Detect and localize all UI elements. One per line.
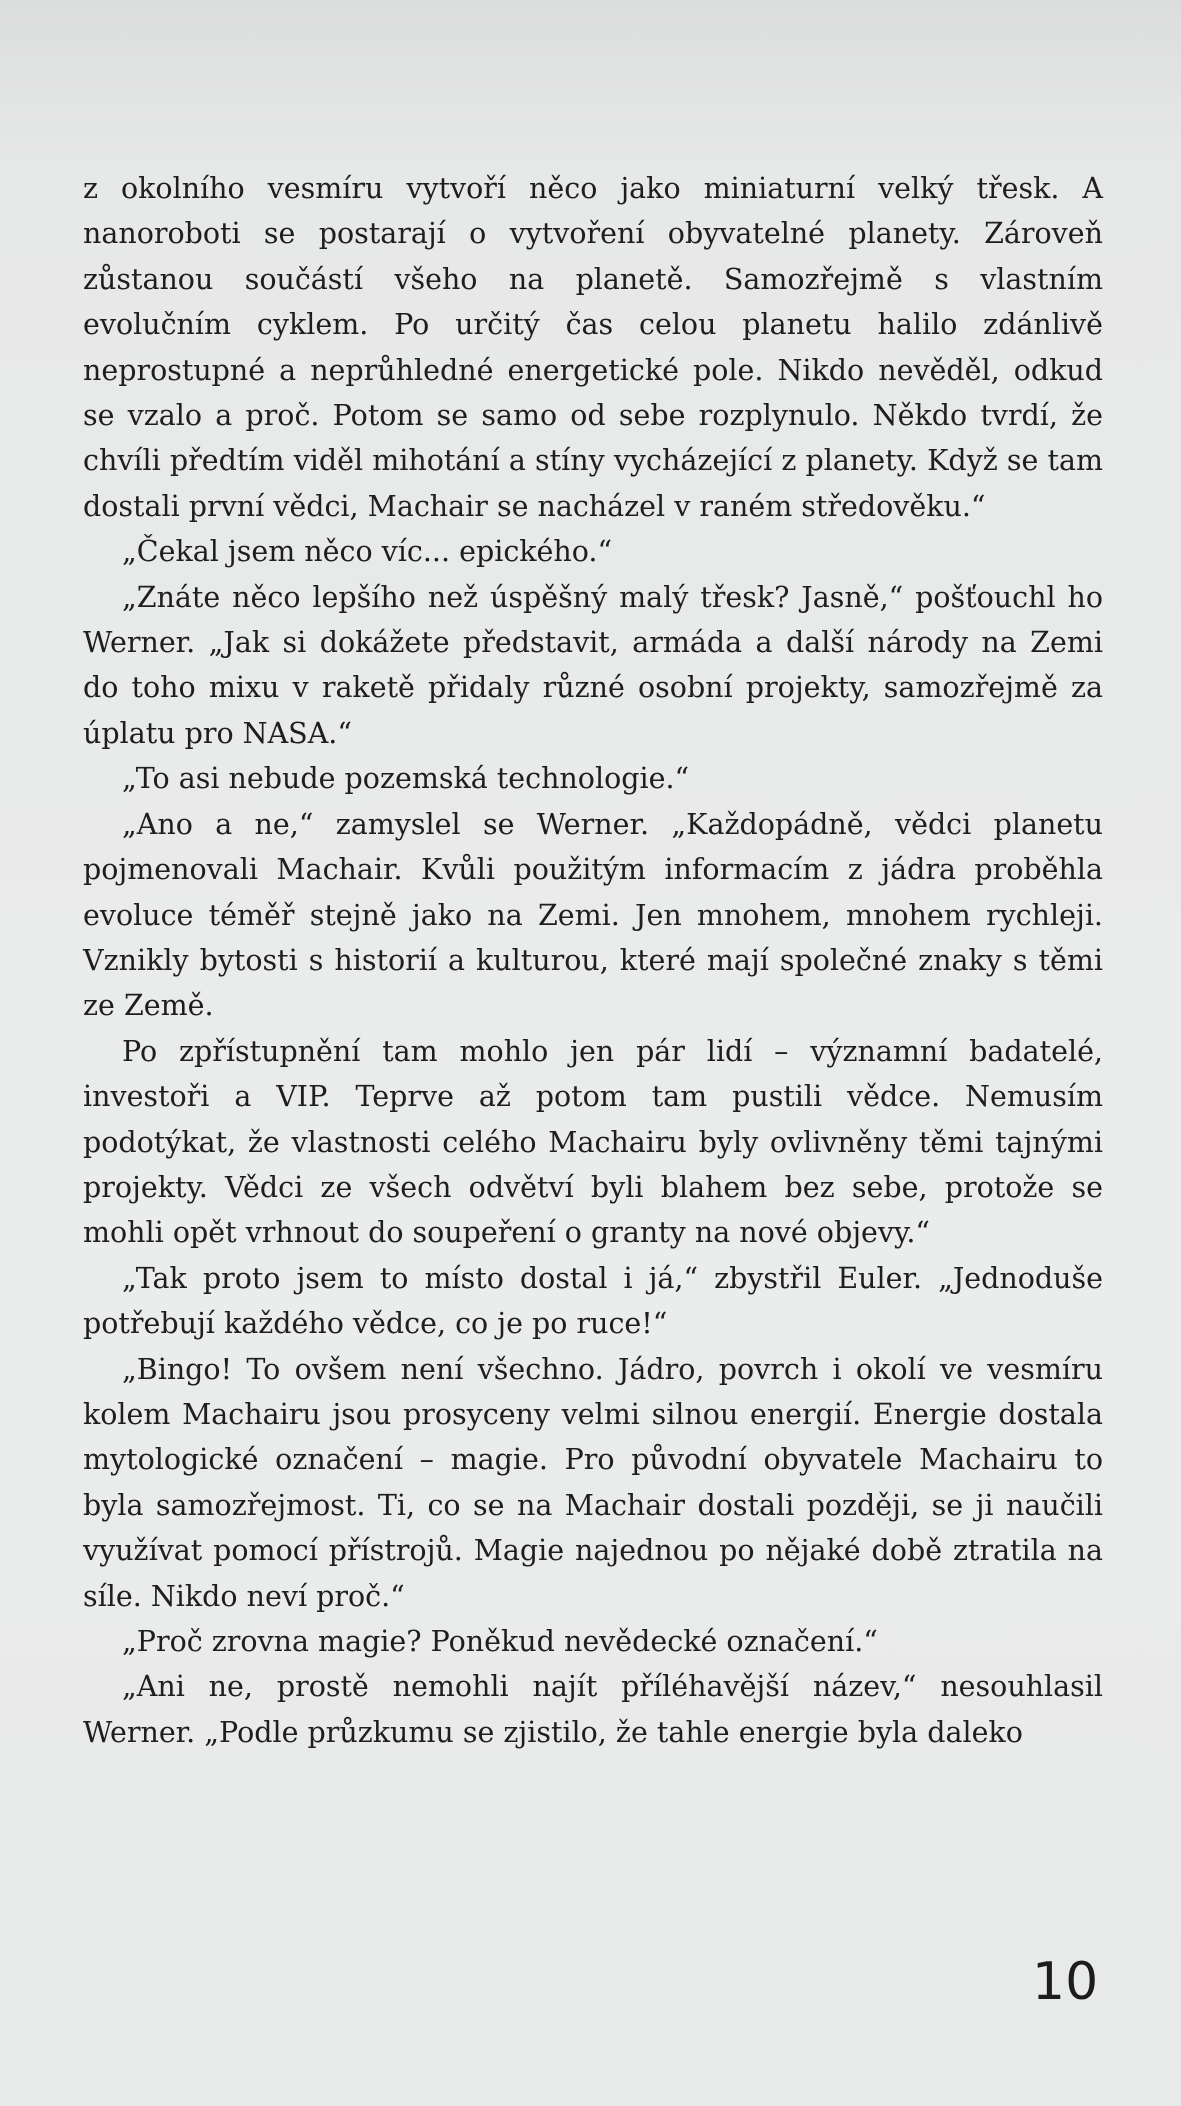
page-body-text: [83, 166, 1103, 1755]
paragraph-1: z okolního vesmíru vytvoří něco jako miniaturní velký třesk. A nanoroboti se postarají o vytvoření obyvatelné planety. Zároveň zůstanou součástí všeho na planetě. Samozřejmě s vlastním evolučním cyklem. Po určitý čas celou planetu halilo zdánlivě neprostupné a neprůhledné energetické pole. Nikdo nevěděl, odkud se vzalo a proč. Potom se samo od sebe rozplynulo. Někdo tvrdí, že chvíli předtím viděl mihotání a stíny vycházející z planety. Když se tam dostali první vědci, Machair se nacházel v raném středověku.“: [83, 172, 1103, 523]
paragraph-8: „Bingo! To ovšem není všechno. Jádro, povrch i okolí ve vesmíru kolem Machairu jsou prosyceny velmi silnou energií. Energie dostala mytologické označení – magie. Pro původní obyvatele Machairu to byla samozřejmost. Ti, co se na Machair dostali později, se ji naučili využívat pomocí přístrojů. Magie najednou po nějaké době ztratila na síle. Nikdo neví proč.“: [83, 1352, 1103, 1613]
paragraph-4: „To asi nebude pozemská technologie.“: [122, 762, 690, 796]
paragraph-10: „Ani ne, prostě nemohli najít příléhavější název,“ nesouhlasil Werner. „Podle průzkumu se zjistilo, že tahle energie byla daleko: [83, 1670, 1103, 1749]
page-number: 10: [1032, 1952, 1099, 2012]
paragraph-9: „Proč zrovna magie? Poněkud nevědecké označení.“: [122, 1625, 878, 1658]
paragraph-5: „Ano a ne,“ zamyslel se Werner. „Každopádně, vědci planetu pojmenovali Machair. Kvůli použitým informacím z jádra proběhla evoluce téměř stejně jako na Zemi. Jen mnohem, mnohem rychleji. Vznikly bytosti s historií a kulturou, které mají společné znaky s těmi ze Země.: [83, 807, 1103, 1023]
paragraph-6: Po zpřístupnění tam mohlo jen pár lidí – významní badatelé, investoři a VIP. Teprve až potom tam pustili vědce. Nemusím podotýkat, že vlastnosti celého Machairu byly ovlivněny těmi tajnými projekty. Vědci ze všech odvětví byli blahem bez sebe, protože se mohli opět vrhnout do soupeření o granty na nové objevy.“: [83, 1034, 1103, 1250]
paragraph-3: „Znáte něco lepšího než úspěšný malý třesk? Jasně,“ pošťouchl ho Werner. „Jak si dokážete představit, armáda a další národy na Zemi do toho mixu v raketě přidaly různé osobní projekty, samozřejmě za úplatu pro NASA.“: [83, 580, 1103, 750]
paragraph-2: „Čekal jsem něco víc... epického.“: [122, 535, 613, 569]
paragraph-7: „Tak proto jsem to místo dostal i já,“ zbystřil Euler. „Jednoduše potřebují každého vědce, co je po ruce!“: [83, 1261, 1103, 1341]
